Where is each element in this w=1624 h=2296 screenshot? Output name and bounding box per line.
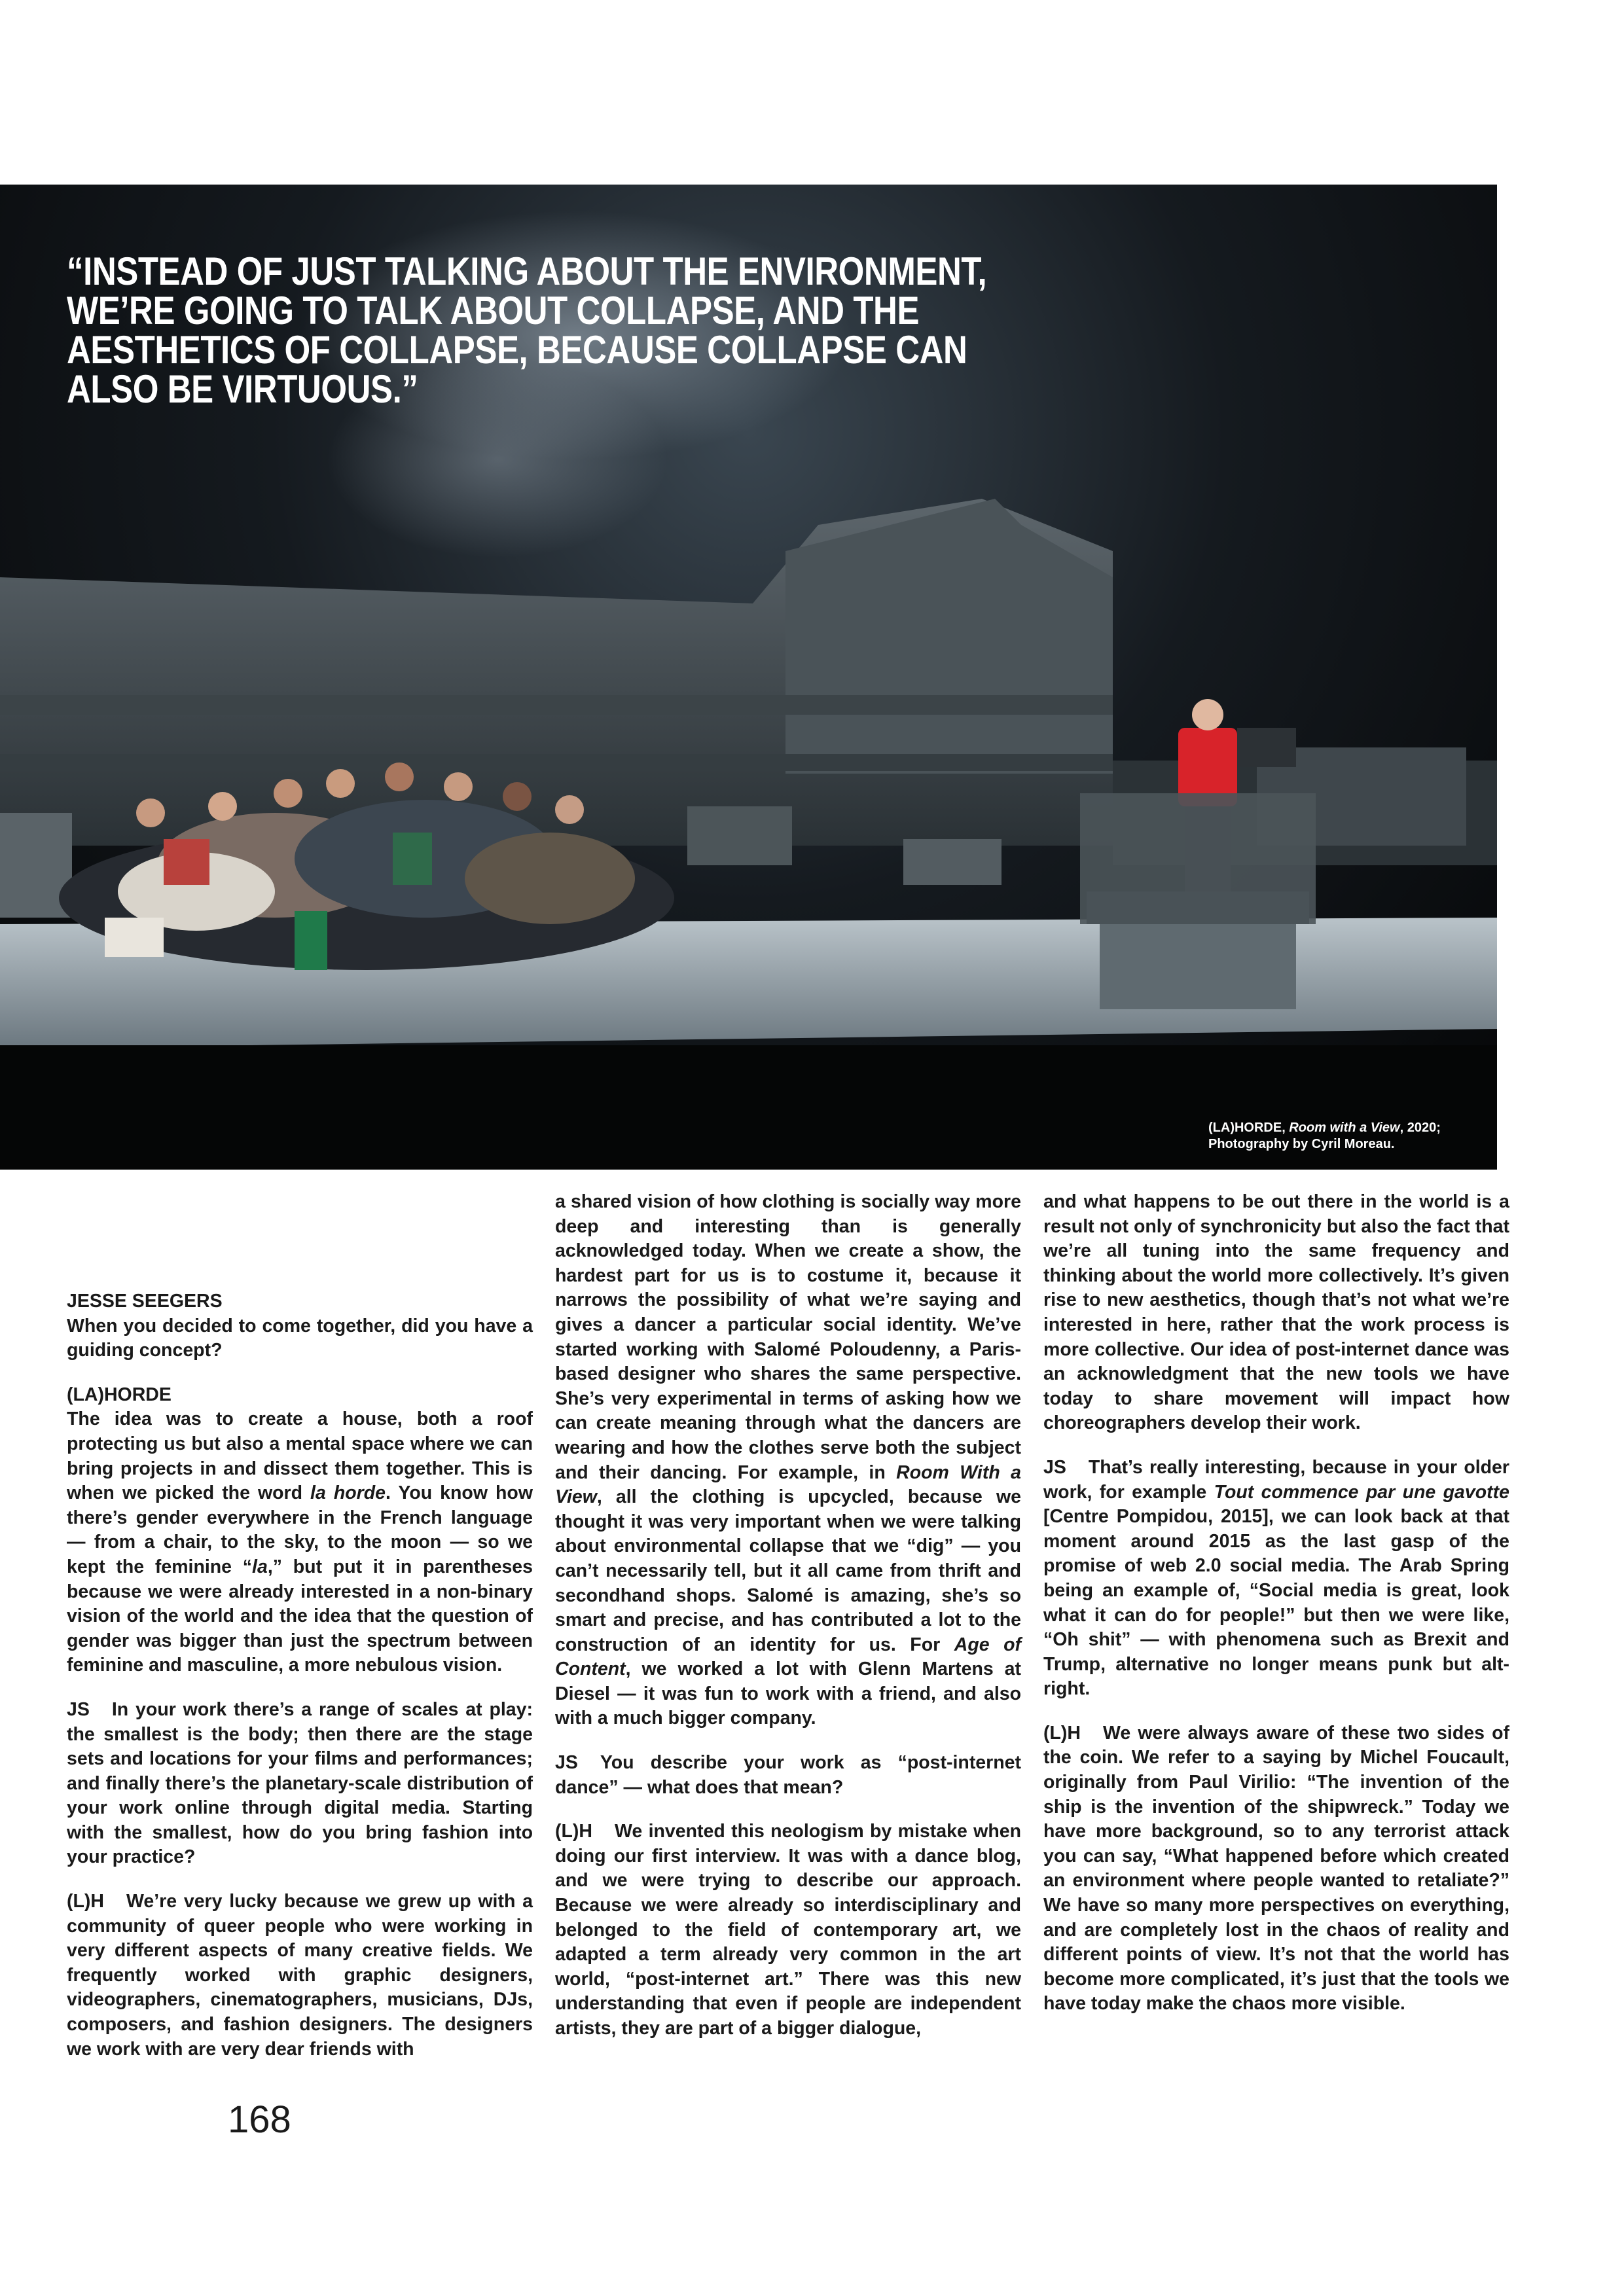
answer-text: We’re very lucky because we grew up with a community of queer people who were working in very different aspects of many creative fields. We frequently worked with graphic designers, videographers, cinematographers, musicians, DJs, composers, and fashion designers. The designers we work with are very dear friends with	[67, 1891, 533, 2060]
photo-caption	[1208, 1120, 1483, 1153]
speaker-tag: (L)H	[1043, 1722, 1081, 1744]
caption-line-1	[1208, 1120, 1483, 1136]
question-text: That’s really interesting, because in your older work, for example	[1043, 1456, 1509, 1503]
italic-title: Tout commence par une gavotte	[1214, 1481, 1509, 1503]
speaker-tag: (L)H	[67, 1891, 104, 1912]
answer-4	[1043, 1721, 1509, 2017]
question-text: You describe your work as “post-internet dance” — what does that mean?	[555, 1752, 1021, 1798]
caption-artist: (LA)HORDE,	[1208, 1121, 1290, 1135]
answer-2-continued	[555, 1190, 1021, 1731]
answer-1	[67, 1383, 533, 1678]
speaker-interviewer: JESSE SEEGERS	[67, 1291, 223, 1312]
caption-work-title: Room with a View	[1289, 1121, 1400, 1135]
italic-title: Age of Content	[555, 1634, 1021, 1680]
answer-text: , all the clothing is upcycled, because we thought it was very important when we were talking about environmental collapse that we “dig” — you can’t necessarily tell, but it all came from thrift and secondhand shops. Salomé is amazing, she’s so smart and precise, and has contributed a lot to the construction of an identity for us. For	[555, 1486, 1021, 1655]
question-3	[555, 1751, 1021, 1800]
answer-text: We were always aware of these two sides of the coin. We refer to a saying by Michel Foucault, originally from Paul Virilio: “The invention of the ship is the invention of the shipwreck.” Today we have more background, so to any terrorist attack you can say, “What happened before which created an environment where people wanted to retaliate?” We have so many more perspectives on everything, and are completely lost in the chaos of reality and different points of view. It’s not that the world has become more complicated, it’s just that the tools we have today make the chaos more visible.	[1043, 1722, 1509, 2015]
answer-text: , we worked a lot with Glenn Martens at Diesel — it was fun to work with a friend, and also with a much bigger company.	[555, 1659, 1021, 1729]
answer-text: ,” but put it in parentheses because we were already interested in a non-binary vision of the world and the idea that the question of gender was bigger than just the spectrum between feminine and masculine, a more nebulous vision.	[67, 1556, 533, 1676]
text-column-3	[1043, 1190, 1509, 2036]
speaker-tag: JS	[1043, 1456, 1066, 1478]
speaker-tag: JS	[67, 1698, 90, 1720]
italic-title: Room With a View	[555, 1462, 1021, 1508]
question-1	[67, 1289, 533, 1363]
caption-line-2: Photography by Cyril Moreau.	[1208, 1137, 1395, 1151]
answer-text: . You know how there’s gender everywhere in the French language — from a chair, to the sky, to the moon — so we kept the feminine “	[67, 1482, 533, 1577]
speaker-tag: JS	[555, 1752, 578, 1774]
question-text: In your work there’s a range of scales at play: the smallest is the body; then there are the stage sets and locations for your films and performances; and finally there’s the planetary-scale distribution of your work online through digital media. Starting with the smallest, how do you bring fashion into your practice?	[67, 1698, 533, 1868]
italic-term: la	[252, 1556, 268, 1577]
text-column-1	[67, 1289, 533, 2081]
text-column-2	[555, 1190, 1021, 2061]
answer-3	[555, 1820, 1021, 2041]
musician	[1080, 699, 1316, 1009]
question-text: [Centre Pompidou, 2015], we can look back at that moment around 2015 as the last gasp of the promise of web 2.0 social media. The Arab Spring being an example of, “Social media is great, look what it can do for people!” but then we were like, “Oh shit” — with phenomena such as Brexit and Trump, alternative no longer means punk but alt-right.	[1043, 1506, 1509, 1700]
pull-quote: “INSTEAD OF JUST TALKING ABOUT THE ENVIRONMENT, WE’RE GOING TO TALK ABOUT COLLAPSE, AND THE AESTHETICS OF COLLAPSE, BECAUSE COLLAPSE CAN ALSO BE VIRTUOUS.”	[67, 249, 987, 411]
speaker-tag: (L)H	[555, 1821, 592, 1842]
question-text: When you decided to come together, did you have a guiding concept?	[67, 1315, 533, 1361]
answer-text: and what happens to be out there in the world is a result not only of synchronicity but also the fact that we’re all tuning into the same frequency and thinking about the world more collectively. It’s given rise to new aesthetics, though that’s not what we’re interested in here, rather that the work process is more collective. Our idea of post-internet dance was an acknowledgment that the new tools we have today to share movement will impact how choreographers develop their work.	[1043, 1191, 1509, 1434]
answer-text: The idea was to create a house, both a roof protecting us but also a mental space where we can bring projects in and dissect them together. This is when we picked the word	[67, 1408, 533, 1504]
answer-text: a shared vision of how clothing is socially way more deep and interesting than is generally acknowledged today. When we create a show, the hardest part for us is to costume it, because it narrows the possibility of what we’re saying and gives a dancer a particular social identity. We’ve started working with Salomé Poloudenny, a Paris-based designer who shares the same perspective. She’s very experimental in terms of asking how we can create meaning through what the dancers are wearing and how the clothes serve both the subject and their dancing. For example, in	[555, 1191, 1021, 1483]
answer-2	[67, 1890, 533, 2062]
answer-3-continued	[1043, 1190, 1509, 1436]
caption-year: , 2020;	[1399, 1121, 1441, 1135]
question-4	[1043, 1456, 1509, 1702]
page-number: 168	[228, 2098, 291, 2141]
speaker-interviewee: (LA)HORDE	[67, 1384, 171, 1405]
answer-text: We invented this neologism by mistake when doing our first interview. It was with a dance blog, and we were trying to describe our approach. Because we were already so interdisciplinary and belonged to the field of contemporary art, we adapted a term already very common in the art world, “post-internet art.” There was this new understanding that even if people are independent artists, they are part of a bigger dialogue,	[555, 1821, 1021, 2039]
italic-term: la horde	[310, 1482, 386, 1504]
question-2	[67, 1698, 533, 1870]
